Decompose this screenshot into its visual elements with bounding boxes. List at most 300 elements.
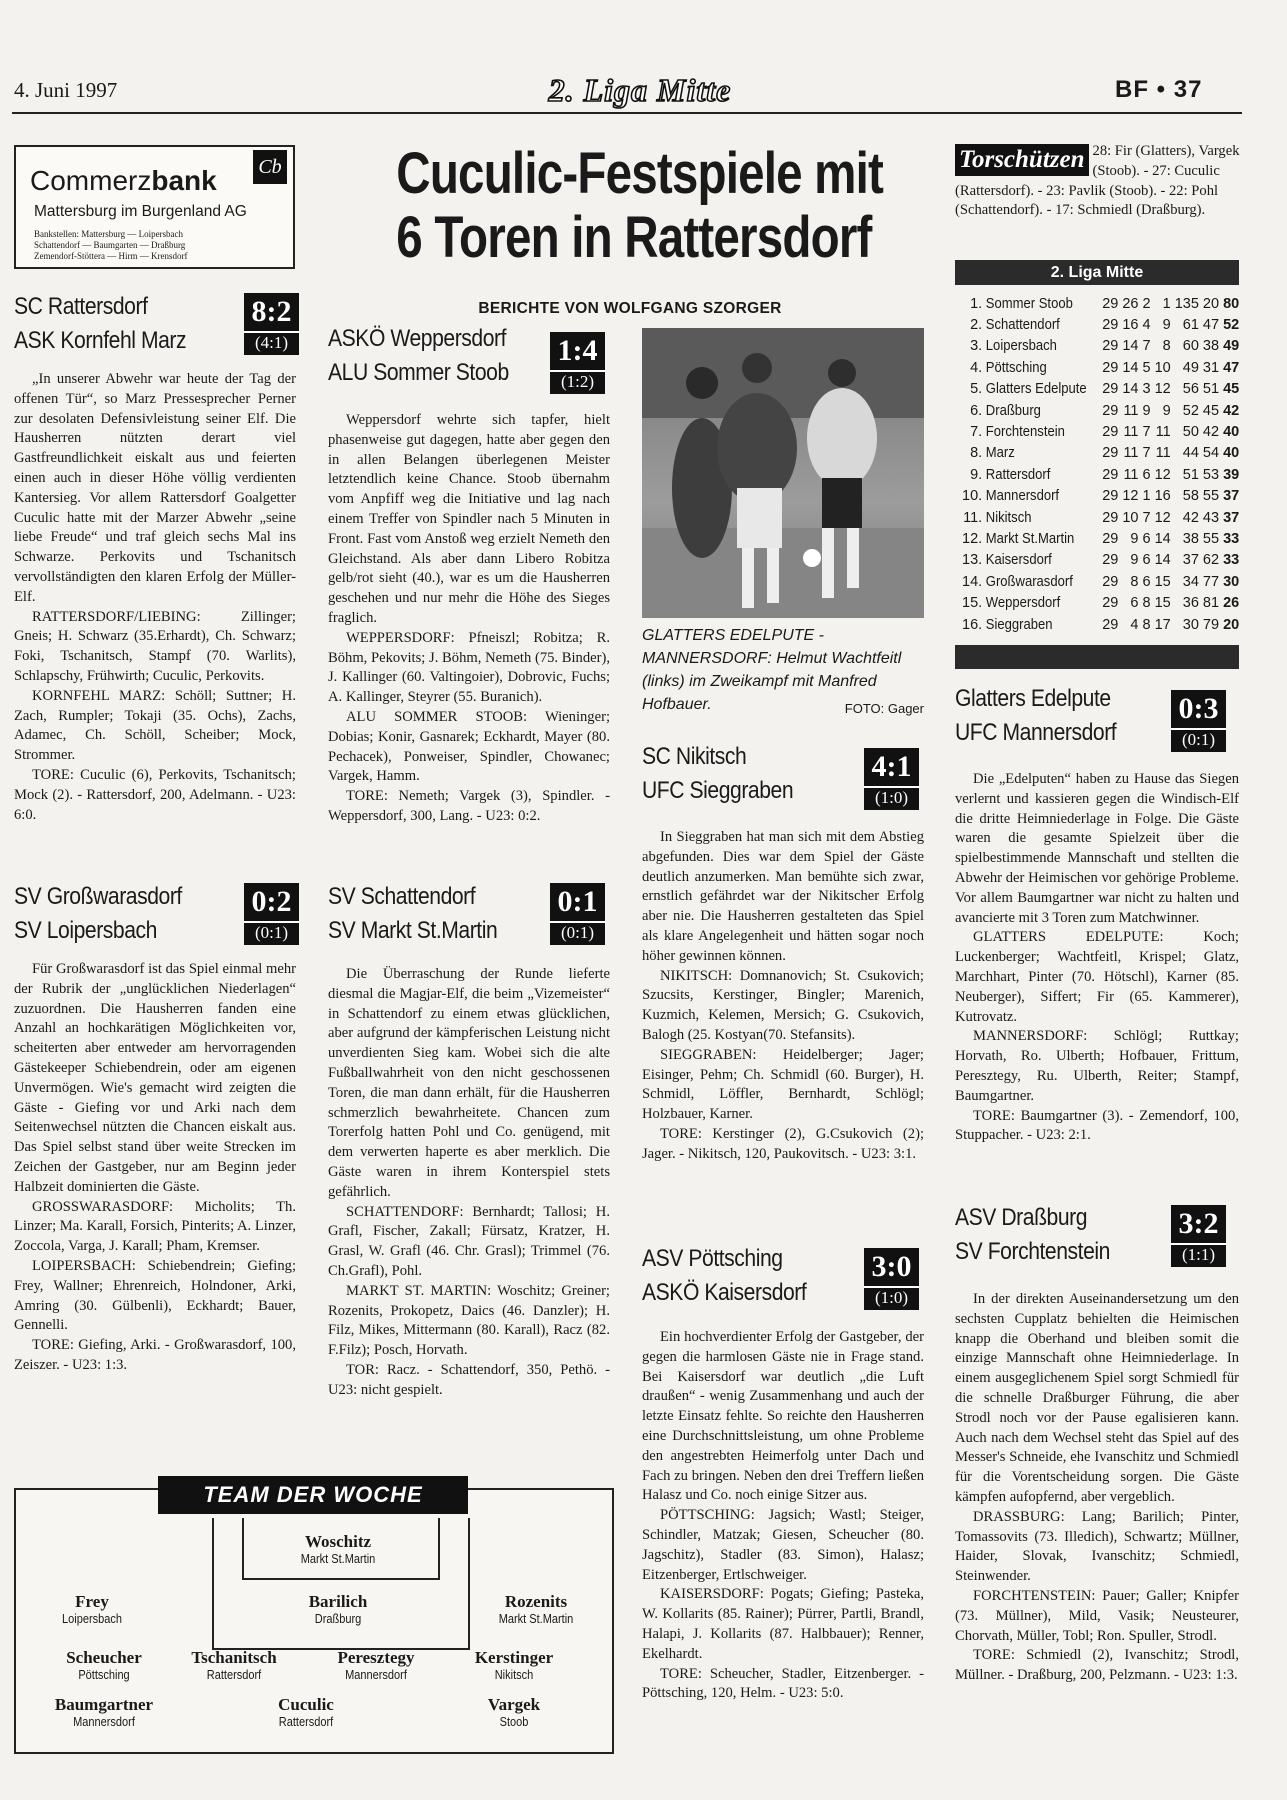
byline: BERICHTE VON WOLFGANG SZORGER [478, 300, 782, 317]
standings-lost: 12 [1154, 381, 1171, 398]
full-score: 8:2 [251, 295, 292, 328]
standings-goals-against: 55 [1202, 530, 1220, 547]
bank-logo-icon: Cb [253, 150, 287, 184]
standings-team: Sieggraben [985, 616, 1053, 633]
goals: TORE: Schmiedl (2), Ivanschitz; Strodl, Müllner. - Draßburg, 200, Pelzmann. - U23: 1:3. [955, 1647, 1239, 1684]
player-club: Mannersdorf [345, 1668, 407, 1682]
standings-lost: 8 [1162, 338, 1171, 355]
half-score: (1:0) [864, 786, 919, 808]
standings-banner: 2. Liga Mitte [955, 260, 1239, 285]
player-name: Baumgartner [54, 1695, 154, 1714]
standings-rank: 9. [970, 466, 983, 483]
standings-goals-for: 60 [1182, 338, 1199, 355]
standings-rank: 5. [970, 381, 983, 398]
standings-points: 33 [1223, 552, 1240, 569]
score-box [864, 1248, 919, 1310]
goals: TORE: Scheucher, Stadler, Eitzenberger. - Pöttsching, 120, Helm. - U23: 5:0. [642, 1665, 924, 1702]
player-club: Mannersdorf [73, 1715, 135, 1729]
home-team: ASV Pöttsching [642, 1245, 783, 1272]
standings-points: 40 [1223, 424, 1240, 441]
standings-drawn: 7 [1142, 445, 1151, 462]
standings-won: 11 [1123, 445, 1139, 462]
tdw-player [446, 1592, 626, 1626]
half-score: (1:2) [550, 370, 605, 392]
standings-row [960, 421, 1241, 442]
home-team: SV Schattendorf [328, 883, 476, 910]
standings-won: 9 [1130, 552, 1139, 569]
standings-goals-against: 42 [1202, 424, 1220, 441]
report-drassburg-forchtenstein [955, 1290, 1239, 1686]
player-club: Nikitsch [494, 1668, 534, 1682]
standings-goals-against: 77 [1202, 573, 1220, 590]
lineup-home: GLATTERS EDELPUTE: Koch; Luckenberger; Wachtfeitl, Krispel; Glatz, Marchhart, Pinter (70. Hötschl), Karner (85. Neuberger), Siffert; Fir (65. Kammerer), Kutrovatz. [955, 929, 1239, 1025]
player-club: Rattersdorf [206, 1668, 262, 1682]
report-nikitsch-sieggraben [642, 828, 924, 1165]
standings-team: Mannersdorf [985, 488, 1060, 505]
standings-lost: 11 [1155, 424, 1171, 441]
standings-won: 6 [1130, 595, 1139, 612]
standings-won: 14 [1122, 359, 1139, 376]
away-team: ASKÖ Kaisersdorf [642, 1279, 807, 1306]
commerzbank-ad [14, 145, 295, 269]
goals: TORE: Nemeth; Vargek (3), Spindler. - Weppersdorf, 300, Lang. - U23: 0:2. [328, 788, 610, 824]
standings-lost: 17 [1154, 616, 1171, 633]
standings-row [960, 571, 1241, 592]
standings-drawn: 6 [1142, 573, 1151, 590]
standings-goals-against: 53 [1202, 466, 1220, 483]
scorers-text: 28: Fir (Glatters), Vargek (Stoob). - 27: Cuculic (Rattersdorf). - 23: Pavlik (Stoob). - 22: Pohl (Schattendorf). - 17: Schmiedl (Draßburg). [955, 143, 1240, 219]
standings-drawn: 9 [1142, 402, 1151, 419]
tdw-player [2, 1592, 182, 1626]
standings-drawn: 1 [1142, 488, 1151, 505]
standings-won: 9 [1130, 530, 1139, 547]
standings-goals-for: 58 [1182, 488, 1199, 505]
football-players-photo [642, 328, 924, 618]
standings-goals-for: 38 [1182, 530, 1199, 547]
standings-table [960, 293, 1241, 635]
headline-line: Cuculic-Festspiele mit [396, 141, 884, 206]
standings-goals-against: 47 [1202, 317, 1220, 334]
standings-team: Sommer Stoob [985, 295, 1074, 312]
standings-goals-against: 31 [1202, 359, 1220, 376]
match-drassburg-forchtenstein [955, 1201, 1240, 1269]
team-of-week [14, 1482, 614, 1754]
standings-drawn: 4 [1142, 317, 1151, 334]
standings-team: Draßburg [985, 402, 1042, 419]
standings-goals-against: 51 [1202, 381, 1220, 398]
away-team: UFC Sieggraben [642, 777, 794, 804]
score-box [244, 883, 299, 945]
standings-goals-against: 20 [1202, 295, 1220, 312]
standings-lost: 16 [1154, 488, 1171, 505]
bank-name [30, 165, 217, 197]
standings-row [960, 528, 1241, 549]
player-name: Cuculic [278, 1695, 334, 1714]
standings-goals-for: 36 [1182, 595, 1199, 612]
standings-team: Großwarasdorf [985, 573, 1074, 590]
full-score: 0:2 [251, 885, 292, 918]
standings-goals-for: 49 [1182, 359, 1199, 376]
standings-won: 4 [1130, 616, 1139, 633]
player-name: Barilich [308, 1592, 368, 1611]
standings-won: 11 [1123, 466, 1139, 483]
standings-goals-against: 54 [1202, 445, 1220, 462]
standings-played: 29 [1102, 595, 1119, 612]
home-team: SC Rattersdorf [14, 293, 148, 320]
standings-goals-for: 44 [1182, 445, 1199, 462]
match-weppersdorf-stoob [328, 322, 613, 390]
lineup-home: DRASSBURG: Lang; Barilich; Pinter, Tomassovits (73. Illedich), Schwartz; Müllner, Haider, Slovak, Ivanschitz; Schmiedl, Steinwender. [955, 1508, 1239, 1585]
report-grosswarasdorf-loipersbach [14, 960, 296, 1376]
standings-lost: 12 [1154, 466, 1171, 483]
player-name: Frey [75, 1592, 109, 1611]
standings-points: 33 [1223, 530, 1240, 547]
half-score: (1:0) [864, 1286, 919, 1308]
standings-team: Kaisersdorf [985, 552, 1052, 569]
player-name: Peresztegy [337, 1648, 415, 1667]
report-text: „In unserer Abwehr war heute der Tag der offenen Tür“, so Marz Pressesprecher Perner zur desolaten Defensivleistung seiner Elf. Die Hausherren nützten derart viel Gastfreundlichkeit eiskalt aus und feierten einen auch in dieser Höhe völlig verdienten Kantersieg. Vor allem Rattersdorf Goalgetter Cuculic hatte mit der Marzer Abwehr „seine liebe Freude“ und traf gleich sechs Mal ins Schwarze. Perkovits und Tschanitsch vervollständigten den klaren Erfolg der Müller-Elf. [14, 371, 296, 605]
standings-lost: 11 [1155, 445, 1171, 462]
lineup-home: PÖTTSCHING: Jagsich; Wastl; Steiger, Schindler, Matzak; Giesen, Scheucher (80. Jagschitz), Stadler (83. Simon), Halasz; Eitzenberger, Ertlschweiger. [642, 1507, 924, 1583]
standings-points: 20 [1223, 616, 1240, 633]
report-schattendorf-stmartin [328, 965, 610, 1401]
match-grosswarasdorf-loipersbach [14, 880, 299, 948]
player-club: Rattersdorf [278, 1715, 334, 1729]
lineup-home: NIKITSCH: Domnanovich; St. Csukovich; Szucsits, Kerstinger, Bingler; Marenich, Kuzmich, Kelemen, Mersich; G. Csukovich, Balogh (25. Kostyan(70. Stefansits). [642, 967, 924, 1043]
scorers-box [955, 142, 1240, 221]
full-score: 3:0 [871, 1250, 912, 1283]
standings-played: 29 [1102, 295, 1119, 312]
caption-text: GLATTERS EDELPUTE - MANNERSDORF: Helmut Wachtfeitl (links) im Zweikampf mit Manfred Hofbauer. [642, 627, 902, 713]
goals: TORE: Baumgartner (3). - Zemendorf, 100, Stuppacher. - U23: 2:1. [955, 1107, 1239, 1144]
branch-line: Bankstellen: Mattersburg — Loipersbach [34, 229, 184, 239]
lineup-away: MANNERSDORF: Schlögl; Ruttkay; Horvath, Ro. Ulberth; Hofbauer, Frittum, Peresztegy, Ru. Ulberth, Reiter; Stampf, Baumgartner. [955, 1028, 1239, 1104]
standings-lost: 1 [1162, 295, 1171, 312]
standings-won: 16 [1122, 317, 1139, 334]
player-name: Kerstinger [474, 1648, 554, 1667]
lineup-away: SIEGGRABEN: Heidelberger; Jager; Eisinger, Pehm; Ch. Schmidl (60. Burger), H. Schmidl, Löffler, Bernhardt, Schlögl; Holzbauer, Karner. [642, 1046, 924, 1123]
report-text: Ein hochverdienter Erfolg der Gastgeber, der gegen die harmlosen Gäste nie in Frage stand. Bei Kaisersdorf war deutlich „die Luft draußen“ - wenig Zusammenhang und auch der letzte Einsatz fehlte. So reichte den Hausherren eine Durchschnittsleistung, um ohne Probleme den angestrebten Heimerfolg unter Dach und Fach zu bringen. Neben den drei Treffern ließen Halasz und Co. noch einige Sitzer aus. [642, 1329, 924, 1504]
standings-drawn: 7 [1142, 509, 1151, 526]
home-team: SC Nikitsch [642, 743, 747, 770]
tdw-player [14, 1695, 194, 1729]
standings-played: 29 [1102, 466, 1119, 483]
standings-played: 29 [1102, 381, 1119, 398]
standings-rank: 11. [963, 509, 983, 526]
standings-won: 12 [1122, 488, 1139, 505]
standings-played: 29 [1102, 445, 1119, 462]
tdw-player [248, 1592, 428, 1626]
match-nikitsch-sieggraben [642, 740, 927, 808]
standings-goals-for: 51 [1182, 466, 1199, 483]
standings-team: Forchtenstein [985, 424, 1066, 441]
standings-won: 8 [1130, 573, 1139, 590]
standings-played: 29 [1102, 424, 1119, 441]
lineup-away: ALU SOMMER STOOB: Wieninger; Dobias; Konir, Gasnarek; Eckhardt, Mayer (80. Pechacek), Ponweiser, Spindler, Chowanec; Vargek, Hamm. [328, 708, 610, 785]
standings-goals-against: 81 [1202, 595, 1220, 612]
standings-team: Loipersbach [985, 338, 1058, 355]
standings-row [960, 314, 1241, 335]
report-weppersdorf-stoob [328, 411, 610, 827]
player-name: Rozenits [504, 1592, 568, 1611]
lineup-home: RATTERSDORF/LIEBING: Zillinger; Gneis; H. Schwarz (35.Erhardt), Ch. Schwarz; Foki, Tschanitsch, Stampf (70. Warlits), Schlapschy, Frühwirth; Cuculic, Perkovits. [14, 608, 296, 684]
away-team: SV Loipersbach [14, 917, 157, 944]
standings-goals-against: 38 [1202, 338, 1220, 355]
standings-rank: 10. [962, 488, 983, 505]
standings-rank: 14. [962, 573, 983, 590]
headline [396, 141, 884, 270]
standings-goals-for: 37 [1182, 552, 1199, 569]
home-team: SV Großwarasdorf [14, 883, 182, 910]
standings-rank: 8. [970, 445, 983, 462]
player-name: Vargek [487, 1695, 541, 1714]
match-rattersdorf-marz [14, 290, 299, 358]
standings-goals-for: 30 [1182, 616, 1199, 633]
standings-lost: 14 [1154, 530, 1171, 547]
half-score: (0:1) [550, 921, 605, 943]
photo-caption [642, 624, 924, 720]
scorers-label: Torschützen [955, 144, 1089, 176]
standings-drawn: 6 [1142, 530, 1151, 547]
report-text: Für Großwarasdorf ist das Spiel einmal mehr der Rubrik der „unglücklichen Niederlagen“ zuzuordnen. Die Hausherren fanden eine Anzahl an hochkarätigen Möglichkeiten vor, scheiterten aber entweder am hervorragenden Gästekeeper Schiebendrein, oder am eigenen Unvermögen. Wie's gemacht wird zeigten die Gäste - Giefing vor und Arki nach dem Seitenwechsel nützten die Chancen eiskalt aus. Das Spiel selbst stand über weite Strecken im Zeichen der Gastgeber, nur am Beginn jeder Halbzeit dominierten die Gäste. [14, 961, 296, 1195]
standings-row [960, 550, 1241, 571]
lineup-home: WEPPERSDORF: Pfneiszl; Robitza; R. Böhm, Pekovits; J. Böhm, Nemeth (75. Binder), J. Kallinger (60. Valtingoier), Dobrovic, Fuchs; A. Kallinger, Steyrer (55. Buranich). [328, 629, 610, 706]
lineup-away: KAISERSDORF: Pogats; Giefing; Pasteka, W. Kollarits (85. Rainer); Pürrer, Partli, Brandl, Halapi, J. Kollarits (87. Halbbauer); Renner, Ekelhardt. [642, 1586, 924, 1662]
section-title: 2. Liga Mitte [548, 72, 732, 108]
report-glatters-mannersdorf [955, 770, 1239, 1146]
score-box [550, 883, 605, 945]
half-score: (1:1) [1171, 1243, 1226, 1265]
standings-drawn: 7 [1142, 338, 1151, 355]
tdw-player [248, 1532, 428, 1566]
standings-played: 29 [1102, 530, 1119, 547]
report-text: Die Überraschung der Runde lieferte diesmal die Magjar-Elf, die beim „Vizemeister“ in Schattendorf zu einem etwas glücklichen, aber aufgrund der kämpferischen Leistung nicht unverdienten Sieg kam. Wobei sich die alte Fußballwahrheit von den nicht geschossenen Toren, die man dann erhält, für die Hausherren schmerzlich bewahrheitete. Chancen zum Torerfolg hatten Pohl und Co. genügend, mit dem verwerten haperte es aber merklich. Die Gäste waren in ihrem Konterspiel stets gefährlich. [328, 966, 610, 1200]
standings-rank: 16. [962, 616, 983, 633]
away-team: ALU Sommer Stoob [328, 359, 509, 386]
standings-rank: 1. [970, 295, 983, 312]
standings-lost: 15 [1154, 595, 1171, 612]
standings-team: Nikitsch [985, 509, 1032, 526]
lineup-home: SCHATTENDORF: Bernhardt; Tallosi; H. Grafl, Fischer, Zakall; Fürsatz, Kratzer, H. Grasl, W. Grafl (46. Chr. Grasl); Trimmel (76. Ch.Grafl), Pohl. [328, 1203, 610, 1279]
standings-won: 14 [1122, 338, 1139, 355]
standings-row [960, 400, 1241, 421]
standings-goals-against: 43 [1202, 509, 1220, 526]
header-rule [12, 112, 1242, 114]
goals: TORE: Giefing, Arki. - Großwarasdorf, 100, Zeiszer. - U23: 1:3. [14, 1337, 296, 1373]
goals: TORE: Cuculic (6), Perkovits, Tschanitsch; Mock (2). - Rattersdorf, 200, Adelmann. - U23: 6:0. [14, 766, 296, 823]
headline-line: 6 Toren in Rattersdorf [396, 205, 872, 270]
standings-drawn: 5 [1142, 359, 1151, 376]
standings-drawn: 8 [1142, 595, 1151, 612]
standings-goals-for: 56 [1182, 381, 1199, 398]
lineup-away: KORNFEHL MARZ: Schöll; Suttner; H. Zach, Rumpler; Tokaji (35. Ochs), Zachs, Adamec, Ch. Schöll, Scheiber; Mock, Strommer. [14, 687, 296, 764]
standings-drawn: 6 [1142, 552, 1151, 569]
standings-team: Pöttsching [985, 359, 1047, 376]
standings-played: 29 [1102, 552, 1119, 569]
score-box [550, 332, 605, 394]
player-name: Scheucher [66, 1648, 142, 1667]
standings-drawn: 2 [1142, 295, 1151, 312]
issue-date: 4. Juni 1997 [14, 78, 118, 102]
standings-won: 11 [1123, 424, 1139, 441]
lineup-away: LOIPERSBACH: Schiebendrein; Giefing; Frey, Wallner; Ehrenreich, Holndoner, Arki, Amring (30. Gülbenli), Eckhardt; Bauer, Gennelli. [14, 1257, 296, 1334]
standings-points: 37 [1223, 509, 1240, 526]
standings-row [960, 443, 1241, 464]
standings-points: 45 [1223, 381, 1240, 398]
away-team: SV Markt St.Martin [328, 917, 498, 944]
standings-played: 29 [1102, 616, 1119, 633]
standings-played: 29 [1102, 573, 1119, 590]
standings-points: 40 [1223, 445, 1240, 462]
home-team: ASV Draßburg [955, 1204, 1088, 1231]
standings-team: Markt St.Martin [985, 530, 1075, 547]
standings-row [960, 357, 1241, 378]
page-number: BF • 37 [1115, 76, 1203, 103]
standings-won: 11 [1123, 402, 1139, 419]
away-team: ASK Kornfehl Marz [14, 327, 187, 354]
standings-lost: 14 [1154, 552, 1171, 569]
bank-name-b: bank [151, 165, 217, 196]
goals: TOR: Racz. - Schattendorf, 350, Pethö. - U23: nicht gespielt. [328, 1361, 610, 1398]
standings-rank: 12. [962, 530, 983, 547]
standings-goals-against: 62 [1202, 552, 1220, 569]
standings-points: 30 [1223, 573, 1240, 590]
goals: TORE: Kerstinger (2), G.Csukovich (2); Jager. - Nikitsch, 120, Paukovitsch. - U23: 3:1. [642, 1125, 924, 1162]
standings-goals-against: 79 [1202, 616, 1220, 633]
lineup-away: MARKT ST. MARTIN: Woschitz; Greiner; Rozenits, Prokopetz, Daics (46. Danzler); H. Filz, Mikes, Mittermann (80. Karall), Racz (82. F.Filz); Posch, Horvath. [328, 1282, 610, 1359]
standings-rank: 4. [970, 359, 983, 376]
standings-goals-for: 61 [1182, 317, 1199, 334]
full-score: 0:1 [557, 885, 598, 918]
standings-played: 29 [1102, 359, 1119, 376]
standings-goals-for: 50 [1182, 424, 1199, 441]
standings-drawn: 7 [1142, 424, 1151, 441]
standings-lost: 10 [1154, 359, 1171, 376]
player-name: Woschitz [304, 1532, 372, 1551]
report-rattersdorf-marz [14, 370, 296, 825]
score-box [864, 748, 919, 810]
report-text: Die „Edelputen“ haben zu Hause das Siegen verlernt und kassieren gegen die Windisch-Elf die dritte Heimniederlage in Folge. Die Gäste waren die gesamte Spielzeit über die spielbestimmende Mannschaft und stellten die Abwehr der Heimischen vor gehörige Probleme. Vor allem Baumgartner war nicht zu halten und avancierte mit 3 Toren zum Matchwinner. [955, 771, 1239, 926]
bank-subline: Mattersburg im Burgenland AG [34, 203, 247, 220]
standings-points: 49 [1223, 338, 1240, 355]
standings-played: 29 [1102, 488, 1119, 505]
match-glatters-mannersdorf [955, 682, 1240, 750]
away-team: SV Forchtenstein [955, 1238, 1110, 1265]
player-club: Loipersbach [62, 1612, 122, 1626]
half-score: (4:1) [244, 331, 299, 353]
standings-rank: 15. [962, 595, 983, 612]
standings-lost: 12 [1154, 509, 1171, 526]
standings-rank: 2. [970, 317, 983, 334]
standings-points: 47 [1223, 359, 1240, 376]
standings-row [960, 379, 1241, 400]
standings-rank: 3. [970, 338, 983, 355]
player-name: Tschanitsch [191, 1648, 277, 1667]
standings-row [960, 336, 1241, 357]
full-score: 0:3 [1178, 692, 1219, 725]
standings-played: 29 [1102, 402, 1119, 419]
report-text: In Sieggraben hat man sich mit dem Abstieg abgefunden. Dies war dem Spiel der Gäste deutlich anzumerken. Man bemühte sich zwar, ernstlich gefährdet war der Nikitscher Erfolg aber nie. Die Hausherren gestalteten das Spiel als klare Angelegenheit und hätten sogar noch höher gewinnen können. [642, 829, 924, 964]
standings-drawn: 6 [1142, 466, 1151, 483]
match-poettsching-kaisersdorf [642, 1242, 927, 1310]
half-score: (0:1) [1171, 728, 1226, 750]
standings-row [960, 293, 1241, 314]
lineup-away: FORCHTENSTEIN: Pauer; Galler; Knipfer (73. Müllner), Mild, Vasik; Neusteurer, Chorvath, Müller, Tobl; Ron. Spuller, Strodl. [955, 1587, 1239, 1644]
standings-row [960, 614, 1241, 635]
standings-played: 29 [1102, 509, 1119, 526]
standings-points: 39 [1223, 466, 1240, 483]
standings-points: 80 [1223, 295, 1240, 312]
standings-points: 42 [1223, 402, 1240, 419]
full-score: 1:4 [557, 334, 598, 367]
standings-played: 29 [1102, 317, 1119, 334]
standings-goals-for: 52 [1182, 402, 1199, 419]
match-photo [642, 328, 924, 618]
photo-credit: FOTO: Gager [844, 701, 924, 716]
half-score: (0:1) [244, 921, 299, 943]
standings-team: Weppersdorf [985, 595, 1061, 612]
standings-bottom-bar [955, 645, 1239, 669]
standings-drawn: 3 [1142, 381, 1151, 398]
report-poettsching-kaisersdorf [642, 1328, 924, 1704]
standings-won: 14 [1122, 381, 1139, 398]
standings-goals-for: 34 [1182, 573, 1199, 590]
standings-lost: 15 [1154, 573, 1171, 590]
away-team: UFC Mannersdorf [955, 719, 1117, 746]
bank-name-a: Commerz [30, 165, 152, 196]
standings-drawn: 8 [1142, 616, 1151, 633]
standings-rank: 6. [970, 402, 983, 419]
standings-team: Marz [985, 445, 1015, 462]
tdw-player [424, 1648, 604, 1682]
branch-line: Schattendorf — Baumgarten — Draßburg [34, 240, 186, 250]
tdw-player [216, 1695, 396, 1729]
standings-goals-against: 55 [1202, 488, 1220, 505]
standings-points: 37 [1223, 488, 1240, 505]
standings-goals-for: 42 [1182, 509, 1199, 526]
standings-row [960, 507, 1241, 528]
player-club: Markt St.Martin [498, 1612, 574, 1626]
full-score: 4:1 [871, 750, 912, 783]
report-text: In der direkten Auseinandersetzung um den sechsten Cupplatz behielten die Heimischen knapp die Oberhand und bleiben somit die einzige Mannschaft ohne Heimniederlage. In einem ausgeglichenem Spiel sorgt Schmiedl für die schnelle Draßburger Führung, die aber Strodl noch vor der Pause egalisieren kann. Auch nach dem Wechsel steht das Spiel auf des Messer's Schneide, ehe Ivanschitz und Schmiedl für die Vorentscheidung sorgen. Die Gäste kämpfen aufopfernd, aber vergeblich. [955, 1291, 1239, 1505]
tdw-player [424, 1695, 604, 1729]
standings-team: Glatters Edelpute [985, 381, 1087, 398]
standings-team: Rattersdorf [985, 466, 1051, 483]
home-team: ASKÖ Weppersdorf [328, 325, 507, 352]
standings-row [960, 592, 1241, 613]
standings-points: 52 [1223, 317, 1240, 334]
standings-goals-for: 135 [1174, 295, 1199, 312]
score-box [244, 293, 299, 355]
branch-line: Zemendorf-Stöttera — Hirm — Krensdorf [34, 251, 188, 261]
standings-row [960, 464, 1241, 485]
player-club: Pöttsching [78, 1668, 130, 1682]
standings-lost: 9 [1162, 402, 1171, 419]
standings-won: 26 [1122, 295, 1139, 312]
player-club: Draßburg [314, 1612, 362, 1626]
lineup-home: GROSSWARASDORF: Micholits; Th. Linzer; Ma. Karall, Forsich, Pinterits; A. Linzer, Zoccola, Varga, J. Karall; Pham, Kremser. [14, 1198, 296, 1255]
score-box [1171, 1205, 1226, 1267]
score-box [1171, 690, 1226, 752]
standings-points: 26 [1223, 595, 1240, 612]
tdw-title: TEAM DER WOCHE [158, 1476, 468, 1514]
player-club: Stoob [499, 1715, 529, 1729]
standings-rank: 7. [970, 424, 983, 441]
standings-played: 29 [1102, 338, 1119, 355]
standings-row [960, 486, 1241, 507]
match-schattendorf-stmartin [328, 880, 613, 948]
player-club: Markt St.Martin [300, 1552, 376, 1566]
